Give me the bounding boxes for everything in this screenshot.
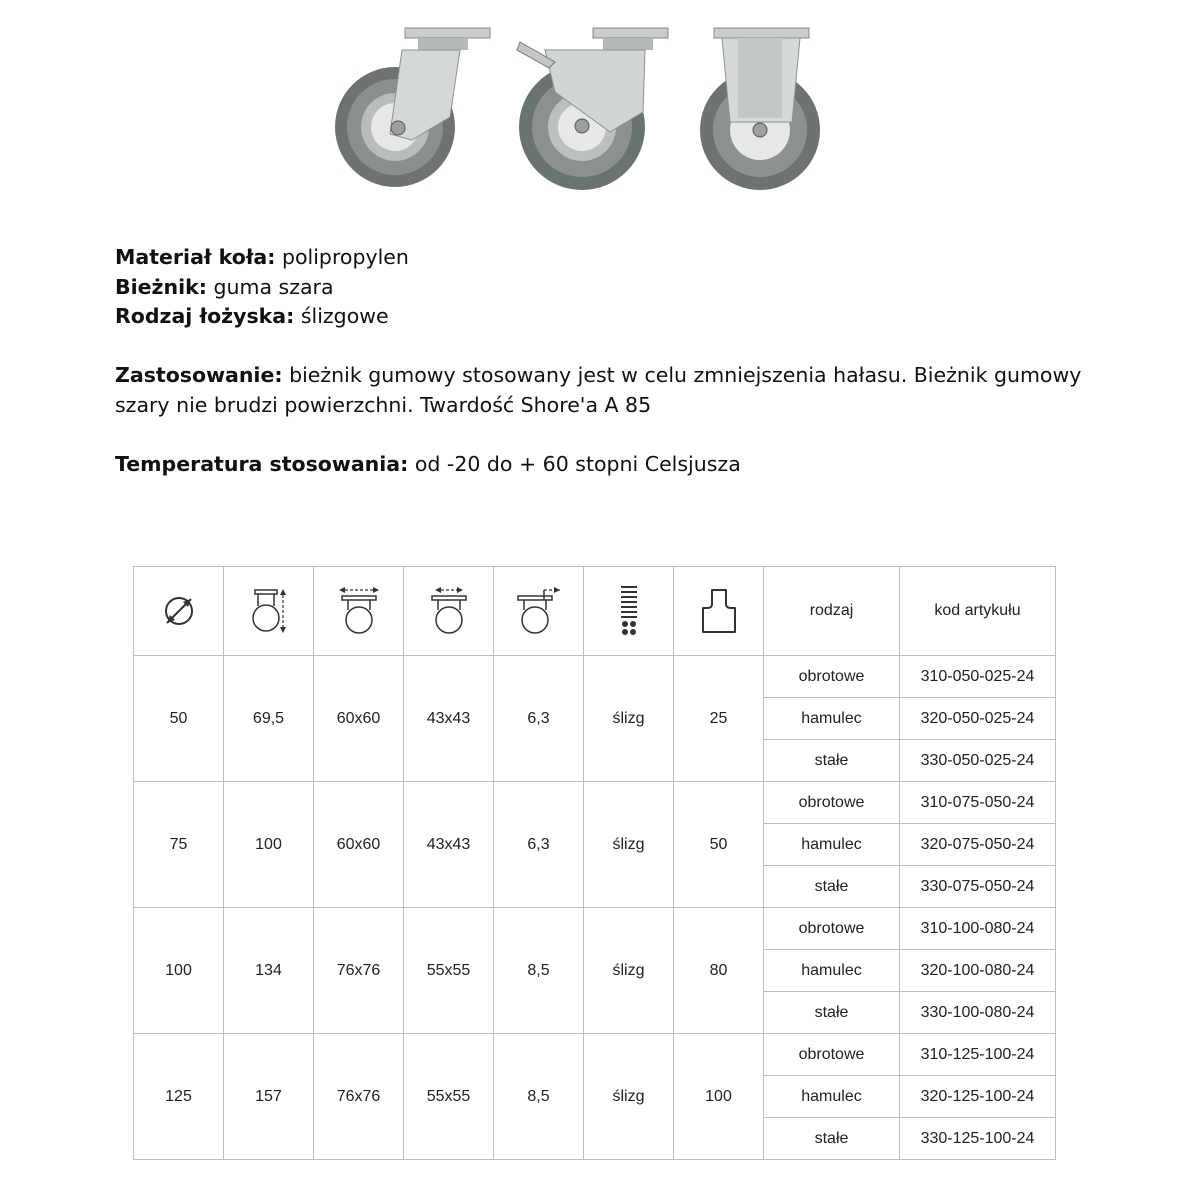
material-line: Materiał koła: polipropylen [115, 245, 409, 269]
cell-kod-artykulu: 330-075-050-24 [900, 866, 1056, 908]
cell-rodzaj: obrotowe [764, 908, 900, 950]
cell-rodzaj: stałe [764, 866, 900, 908]
cell-bolt-spacing: 43x43 [404, 656, 494, 782]
spec-table [133, 566, 1056, 1160]
cell-bearing: ślizg [584, 908, 674, 1034]
cell-diameter: 125 [134, 1034, 224, 1160]
cell-rodzaj: stałe [764, 740, 900, 782]
cell-kod-artykulu: 330-100-080-24 [900, 992, 1056, 1034]
table-row [134, 908, 1056, 950]
cell-rodzaj: hamulec [764, 950, 900, 992]
cell-kod-artykulu: 310-100-080-24 [900, 908, 1056, 950]
height-icon [249, 586, 289, 636]
cell-height: 134 [224, 908, 314, 1034]
cell-bolt-hole: 8,5 [494, 1034, 584, 1160]
cell-kod-artykulu: 330-050-025-24 [900, 740, 1056, 782]
table-header-row [134, 567, 1056, 656]
cell-diameter: 75 [134, 782, 224, 908]
cell-bolt-hole: 6,3 [494, 656, 584, 782]
cell-rodzaj: obrotowe [764, 782, 900, 824]
col-plate-size [314, 567, 404, 656]
cell-bolt-hole: 6,3 [494, 782, 584, 908]
cell-plate-size: 76x76 [314, 908, 404, 1034]
col-bearing [584, 567, 674, 656]
cell-height: 157 [224, 1034, 314, 1160]
cell-load-capacity: 50 [674, 782, 764, 908]
cell-kod-artykulu: 320-050-025-24 [900, 698, 1056, 740]
col-bolt-spacing [404, 567, 494, 656]
cell-rodzaj: stałe [764, 992, 900, 1034]
cell-rodzaj: hamulec [764, 1076, 900, 1118]
col-diameter [134, 567, 224, 656]
cell-bolt-spacing: 43x43 [404, 782, 494, 908]
cell-bolt-hole: 8,5 [494, 908, 584, 1034]
bolt-spacing-icon [428, 586, 470, 636]
table-row [134, 1034, 1056, 1076]
cell-load-capacity: 80 [674, 908, 764, 1034]
load-capacity-icon [699, 586, 739, 636]
tread-line: Bieżnik: guma szara [115, 274, 334, 299]
cell-rodzaj: hamulec [764, 698, 900, 740]
cell-kod-artykulu: 310-125-100-24 [900, 1034, 1056, 1076]
cell-diameter: 100 [134, 908, 224, 1034]
cell-bearing: ślizg [584, 782, 674, 908]
cell-plate-size: 76x76 [314, 1034, 404, 1160]
cell-kod-artykulu: 320-125-100-24 [900, 1076, 1056, 1118]
fixed-wheel-image [700, 22, 830, 192]
col-bolt-hole [494, 567, 584, 656]
cell-diameter: 50 [134, 656, 224, 782]
cell-kod-artykulu: 320-075-050-24 [900, 824, 1056, 866]
plate-size-icon [338, 586, 380, 636]
usage-paragraph: Zastosowanie: bieżnik gumowy stosowany jest w celu zmniejszenia hałasu. Bieżnik gumowy szary nie brudzi powierzchni. Twardość Shore'a A 85 [115, 363, 1082, 417]
table-row [134, 656, 1056, 698]
diameter-icon [163, 592, 195, 630]
cell-rodzaj: hamulec [764, 824, 900, 866]
swivel-wheel-image [330, 22, 495, 192]
cell-kod-artykulu: 310-075-050-24 [900, 782, 1056, 824]
cell-plate-size: 60x60 [314, 656, 404, 782]
cell-load-capacity: 25 [674, 656, 764, 782]
product-images [330, 22, 830, 197]
cell-bolt-spacing: 55x55 [404, 1034, 494, 1160]
table-row [134, 782, 1056, 824]
cell-load-capacity: 100 [674, 1034, 764, 1160]
cell-kod-artykulu: 310-050-025-24 [900, 656, 1056, 698]
bearing-icon [617, 584, 641, 638]
cell-bearing: ślizg [584, 656, 674, 782]
cell-height: 69,5 [224, 656, 314, 782]
cell-plate-size: 60x60 [314, 782, 404, 908]
col-rodzaj: rodzaj [764, 567, 900, 656]
cell-kod-artykulu: 320-100-080-24 [900, 950, 1056, 992]
product-specs [115, 243, 1115, 479]
cell-rodzaj: obrotowe [764, 1034, 900, 1076]
cell-rodzaj: stałe [764, 1118, 900, 1160]
col-load-capacity [674, 567, 764, 656]
cell-rodzaj: obrotowe [764, 656, 900, 698]
brake-wheel-image [515, 22, 675, 192]
temperature-line: Temperatura stosowania: od -20 do + 60 stopni Celsjusza [115, 451, 741, 476]
cell-height: 100 [224, 782, 314, 908]
bearing-line: Rodzaj łożyska: ślizgowe [115, 304, 389, 328]
col-height [224, 567, 314, 656]
cell-kod-artykulu: 330-125-100-24 [900, 1118, 1056, 1160]
col-kod-artykulu: kod artykułu [900, 567, 1056, 656]
cell-bolt-spacing: 55x55 [404, 908, 494, 1034]
bolt-hole-icon [516, 586, 562, 636]
cell-bearing: ślizg [584, 1034, 674, 1160]
